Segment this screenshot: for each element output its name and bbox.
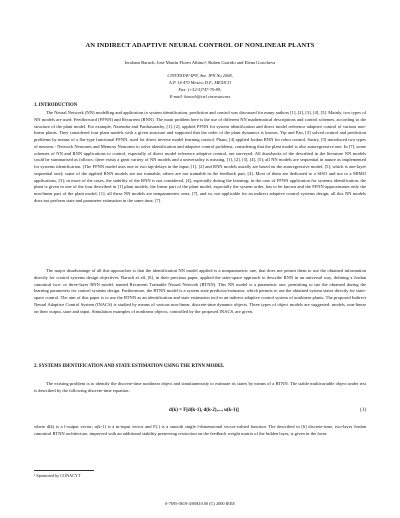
author-list: Ieroham Baruch, José Martín Flores Albino¹, Ruben Garrido and Elena Gortcheva [124,60,276,65]
paragraph-text: The major disadvantage of all this approaches is that the identification NN model applied is a nonparametric one, that does not permit them to use the obtained information directly for control systems design objectives. Baruch et all, [6], in their previous paper, applied the state-space approach to describe RNN in an universal way, defining a Jordan canonical two- or three-layer RNN model, named Recurrent Trainable Neural Network (RTNN). This NN model is a parametric one, permitting to use the obtained during the learning parameters for control systems design. Furthermore, the RTNN model is a system state predictor/estimator, which permits to use the obtained system states directly for state-space control. The aim of this paper is to use the RTNN as an identification and state estimation tool in an indirect adaptive control system of nonlinear plants. The proposed Indirect Neural Adaptive Control System (INACS) is studied by means of various non-linear, discrete-time dynamic objects. Three types of object models are suggested: models, non-linear on their output, state and input. Simulation examples of nonlinear objects, controlled by the proposed INACS, are given. [34,268,366,314]
paragraph-text: The Neural Network (NN) modelling and application to system identification, prediction and control was discussed for many authors [1], [2], [3], [4], [5]. Mainly, two types of NN models are used: Feedforward (FFNN) and Recurrent (RNN). The main problem here is the use of different NN mathematical descriptions and control schemes, according to the structure of the plant model. For example, Narendra and Parthasarathy, [1], [2], applied FFNN for system identification and direct model reference adaptive control of various non-linear plants. They considered four plant models with a given structure and supposed that the order of the plant dynamics is known. Yip and Pao, [3] solved control and prediction problems by means of a flat-type functional FFNN, used for direct inverse model learning control. Pham, [4] applied Jordan RNN for robot control. Sastry, [5] introduced two types of neurons - Network Neurones and Memory Neurones to solve identification and adaptive control problems, considering that the plant model is also autoregressive one. In [7], some schemes of NN and RNN applications to control, especially of direct model reference adaptive control, are surveyed. All drawbacks of the described in the literature NN models could be summarised as follows: there exists a great variety of NN models and a universality is missing, [1], [2], [3], [4], [5]; all NN models are sequential in nature as implemented for systems identification. (The FFNN model uses one or two tap-delays in the input, [1], [2] and RNN models usually are based on the autoregressive model, [5], which is one-layer sequential one); some of the applied RNN models are not trainable, others are not trainable in the feedback part, [4]. Most of them are dedicated to a SISO and not to a MIMO applications, [3]; in more of the cases, the stability of the RNN is not considered, [4], especially during the learning; in the case of FFNN application for systems identification, the plant is given in one of the four described in [1] plant models, the linear part of the plant model, especially the system order, has to be known and the FFNN approximates only the non-linear part of the plant model, [1]; all these NN models are nonparametric ones, [7], and so, not applicable for an indirect adaptive control systems design; all this NN models does not perform state and parameter estimation in the same time, [7]. [34,110,366,203]
affiliation-email: E-mail: baruch@ctrl.cinvestav.mx [169,94,231,99]
affiliation-fax: Fax: (+52-5)747-70-89; [178,87,222,92]
footnote: ¹ Sponsored by CONACYT [34,473,81,478]
section-heading-identification: 2. SYSTEMS IDENTIFICATION AND STATE ESTIMATION USING THE RTNN MODEL [34,364,225,369]
affiliation-line: CINVESTAV-IPN, Ave. IPN No 2508, [167,73,233,78]
intro-paragraph-1 [34,110,366,205]
section2-paragraph [34,381,366,395]
equation-number: (1) [360,408,366,413]
paper-title: AN INDIRECT ADAPTIVE NEURAL CONTROL OF NONLINEAR PLANTS [85,42,315,49]
section-heading-introduction: 1. INTRODUCTION [34,103,78,108]
paragraph-text: The existing problem is to identify the discrete-time nonlinear object and simultaneously to estimate its states by means of a RTNN. The stable multivariable object under test is described by the following discrete-time equation: [34,381,366,393]
copyright-footer: 0-7695-0619-4/00$10.00 (C) 2000 IEEE [165,501,235,506]
footnote-divider [34,470,94,471]
intro-paragraph-2 [34,268,366,315]
paragraph-text: where d(k) is a l-output vector; u(k-1) is a m-input vector and F(.) is a smooth single l-dimensional vector-valued function. The described in [6] discrete-time, two-layer Jordan canonical RTNN architecture, improved with an additional stability preserving restriction on the feedback weight matrix of the hidden layer, is given in the form: [34,424,366,436]
affiliation-line: A.P. 14-470 Mexico D.F., MEXICO [169,80,231,85]
equation-explanation [34,424,366,438]
equation-formula: d(k) = F[d(k-1), d(k-2),..., u(k-1)] [169,408,239,413]
